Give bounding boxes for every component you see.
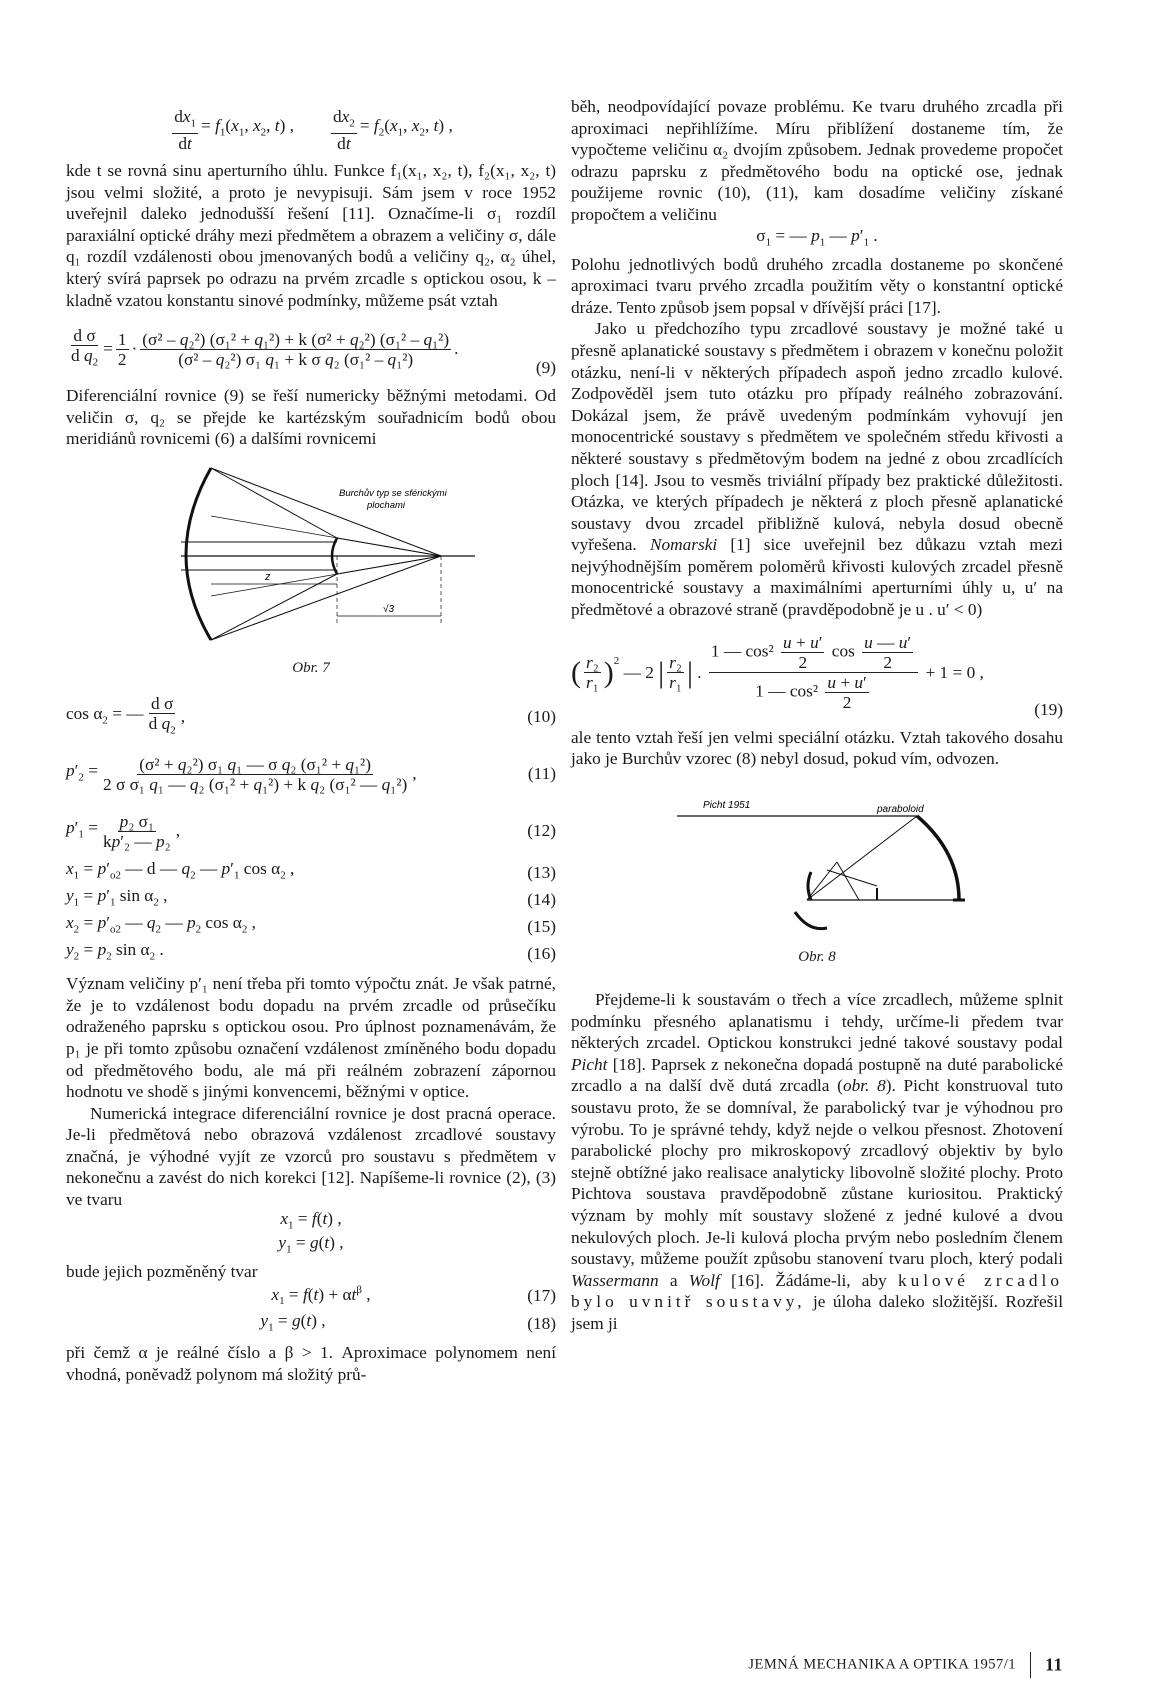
equation-13: $x_1 = p'_{o2}$ — d — $q_2$ — $p'_1$ $\cos \alpha_2$ , (13) (66, 859, 556, 882)
page-number: 11 (1044, 1654, 1063, 1675)
figure-7-diagram (141, 456, 481, 652)
equation-number: (17) (527, 1286, 556, 1306)
equation-number: (10) (527, 707, 556, 727)
emphasized-text: kulové zrcadlo bylo uvnitř soustavy, (571, 1270, 1063, 1312)
figure-8-label: Picht 1951 (703, 799, 751, 811)
equation-17: $x_1 = f(t) + \alpha t^\beta$ , (17) (271, 1283, 556, 1308)
figure-7-caption: Obr. 7 (292, 659, 330, 676)
figure-8-diagram (667, 782, 967, 942)
equation-14: $y_1 = p'_1$ $\sin \alpha_2$ , (14) (66, 886, 556, 909)
paragraph-text: je úloha daleko složitější. Rozřešil jsem ji (571, 1292, 1064, 1333)
paragraph: při čemž α je reálné číslo a β > 1. Aproximace polynomem není vhodná, poněvadž polynom má složitý prů- (66, 1343, 556, 1384)
figure-8-label: paraboloid (877, 803, 924, 815)
paragraph-text: Přejdeme-li k soustavám o třech a více zrcadlech, můžeme splnit podmínku přesného aplanatismu i tehdy, určíme-li předem tvar některých zrcadel. Optickou konstrukci jedné takové soustavy podal (571, 990, 1063, 1053)
equation-sigma1: $\sigma_1$ = — $p_1$ — $p'_1$ . (756, 226, 878, 249)
equation-number: (19) (1034, 699, 1063, 719)
figure-7-label: Burchův typ se sférickými (339, 487, 447, 499)
figure-reference: obr. 8 (842, 1076, 886, 1096)
paragraph-text: a (669, 1270, 678, 1290)
page-footer (748, 1652, 1063, 1678)
paragraph: Význam veličiny p′₁ není třeba při tomto výpočtu znát. Je však patrné, že je to vzdálenost bodu dopadu na prvém zrcadle od průsečíku odraženého paprsku s optickou osou. Pro úplnost poznamenávám, že p₁ je při tomto způsobu označení vzdálenost zmíněného bodu dopadu od předmětového bodu, ale má při reálném zobrazení zápornou hodnotu ve shodě s jinými konvencemi, běžnými v optice. (66, 974, 556, 1102)
paragraph: Diferenciální rovnice (9) se řeší numericky běžnými metodami. Od veličin σ, q₂ se přejde ke kartézským souřadnicím bodů obou meridiánů rovnicemi (6) a dalšími rovnicemi (66, 386, 556, 449)
equation-16: $y_2 = p_2$ $\sin \alpha_2$ . (16) (66, 940, 556, 963)
equation-number: (16) (527, 943, 556, 963)
equation-number: (9) (535, 358, 556, 378)
equation-12: $p'_1$ = $\frac{\text{p₂ σ₁}}{\text{kp′₂ — p₂}}$ , (12) (66, 811, 556, 851)
equation-x1: $x_1 = f(t)$ , (280, 1209, 342, 1232)
right-column (571, 96, 1063, 1335)
figure-7 (66, 456, 556, 679)
figure-7-label: √3 (383, 603, 395, 615)
equation-15: $x_2 = p'_{o2}$ — $q_2$ — $p_2$ $\cos \alpha_2$ , (15) (66, 913, 556, 936)
paragraph: bude jejich pozměněný tvar (66, 1261, 258, 1281)
paragraph-text: Jako u předchozího typu zrcadlové soustavy je možné také u přesně aplanatické soustavy s předmětem i obrazem v konečnu položit otázku, není-li v některých případech aspoň jedno zrcadlo kulové. Zodpověděl jsem tuto otázku pro případy reálného zobrazování. Dokázal jsem, že právě uvedeným podmínkám vyhovují jen monocentrické soustavy s předmětem ve společném středu křivosti a některé soustavy s předmětovým bodem na jedné z obou zrcadlících ploch [14]. Jsou to vesměs triviální případy bez praktické důležitosti. Otázka, ve kterých případech je některá z ploch přesně aplanatické soustavy dvou zrcadel přibližně kulová, nebyla dosud obecně vyřešena. (571, 319, 1063, 555)
left-column (66, 96, 556, 1385)
footer-divider (1030, 1652, 1031, 1678)
author-name: Wassermann (571, 1270, 659, 1290)
author-name: Picht (571, 1054, 608, 1074)
figure-7-label: z (265, 570, 271, 583)
paragraph: Numerická integrace diferenciální rovnice je dost pracná operace. Je-li předmětová nebo obrazová vzdálenost zrcadlové soustavy značná, je výhodné vyjít ze vzorců pro soustavu s předmětem v nekonečnu a zavést do nich korekci [12]. Napíšeme-li rovnice (2), (3) ve tvaru (66, 1103, 556, 1210)
equation-10: $\cos \alpha_2$ = — $\frac{\text{d σ}}{d q_2}$ , (10) (66, 693, 556, 737)
figure-7-label: plochami (367, 499, 406, 511)
equation-number: (18) (527, 1314, 556, 1334)
paragraph: Polohu jednotlivých bodů druhého zrcadla dostaneme po skončené aproximaci tvaru prvého zrcadla použitím věty o konstantní optické dráze. Tento způsob jsem popsal v dřívější práci [17]. (571, 254, 1063, 317)
equation-number: (14) (527, 889, 556, 909)
equation-number: (12) (527, 821, 556, 841)
paragraph: běh, neodpovídající povaze problému. Ke tvaru druhého zrcadla při aproximaci nepřihlížíme. Míru přiblížení dostaneme tím, že vypočteme veličinu α₂ dvojím způsobem. Jednak provedeme propočet odrazu paprsku z předmětového bodu na optické ose, jednak použijeme rovnic (10), (11), kam dosadíme veličiny získané propočtem a veličinu (571, 97, 1063, 224)
equation-number: (11) (527, 764, 556, 784)
paragraph-text: [1] sice uveřejnil bez důkazu vztah mezi nejvýhodnějším poměrem poloměrů křivosti kulových zrcadel přesně monocentrické soustavy a maximálními aperturními úhly u, u′ na předmětové a obrazové straně (pravděpodobně je u . u′ < 0) (571, 535, 1063, 620)
equation-y1: $y_1 = g(t)$ , (278, 1233, 344, 1256)
equation-9: $\frac{\text{d σ}}{d q_2}$ = $\frac{1}{2}$ · $\frac{\text{(σ² – q₂²) (σ₁² + q₁²) + k (σ² + q₂²) (σ₁² – q₁²)}}{\text{(σ² – q₂²) σ₁ q₁ + k σ q₂ (σ₁² – q₁²)}}$ . (9) (71, 325, 556, 378)
paragraph (571, 318, 1063, 620)
figure-8-caption: Obr. 8 (798, 949, 836, 966)
equation-19: ( $\frac{\text{r₂}}{\text{r₁}}$ ) $^2$ — 2 | $\frac{\text{r₂}}{\text{r₁}}$ | . 1 — cos² $\frac{u + u'}{2}$ cos $\frac{u — u'}{2}$ 1 — cos² $\frac{u + u'}{2}$ + 1 = 0 , (19) (571, 633, 1063, 719)
author-name: Nomarski (649, 535, 718, 555)
paragraph: ale tento vztah řeší jen velmi speciální otázku. Vztah takového dosahu jako je Burchův vzorec (8) nebyl dosud, pokud vím, odvozen. (571, 727, 1063, 769)
equation-top: $\frac{dx_1}{dt}$ = $f_1(x_1$, $x_2$, t) , $\frac{dx_2}{dt}$ = $f_2(x_1$, $x_2$, t) , (174, 106, 453, 154)
paragraph: kde t se rovná sinu aperturního úhlu. Funkce f₁(x₁, x₂, t), f₂(x₁, x₂, t) jsou velmi složité, a proto je nevypisuji. Sám jsem v roce 1952 uveřejnil daleko jednodušší řešení [11]. Označíme-li σ₁ rozdíl paraxiální optické dráhy mezi předmětem a obrazem a veličiny σ, dále q₁ rozdíl vzdálenosti obou jmenovaných bodů a veličiny q₂, α₂ úhel, který svírá paprsek po odrazu na prvém zrcadle s optickou osou, k – kladně vzatou konstantu sinové podmínky, můžeme psát vztah (66, 161, 556, 310)
equation-number: (15) (527, 916, 556, 936)
journal-name: JEMNÁ MECHANIKA A OPTIKA 1957/1 (748, 1656, 1016, 1673)
paragraph-text: [18]. Paprsek z nekonečna dopadá postupně na duté parabolické zrcadlo a na další dvě dutá zrcadla ( (571, 1054, 1063, 1096)
equation-11: $p'_2$ = $\frac{\text{(σ² + q₂²) σ₁ q₁ — σ q₂ (σ₁² + q₁²)}}{\text{2 σ σ₁ q₁ — q₂ (σ₁² + q₁²) + k q₂ (σ₁² — q₁²)}}$ , (11) (66, 754, 556, 794)
paragraph (571, 989, 1063, 1335)
paragraph-text: [16]. Žádáme-li, aby (731, 1270, 887, 1290)
figure-8 (571, 782, 1063, 969)
equation-number: (13) (527, 862, 556, 882)
author-name: Wolf (688, 1270, 720, 1290)
paragraph-text: ). Picht konstruoval tuto soustavu proto, že se domníval, že parabolický tvar je výhodnou pro výrobu. To je správné tehdy, když nejde o velkou přesnost. Zhotovení parabolické plochy pro mikroskopový zrcadlový objektiv by bylo stejně obtížné jako realisace analyticky libovolně složité plochy. Proto Pichtova soustava pravděpodobně zůstane kuriositou. Praktický význam by mohly mít soustavy složené z jedné kulové a dvou nekulových ploch. Je-li kulová plocha prvým nebo posledním členem soustavy, můžeme použít způsobu stanovení tvaru ploch, který podali (571, 1076, 1064, 1269)
equation-18: $y_1 = g(t)$ , (18) (260, 1310, 556, 1334)
